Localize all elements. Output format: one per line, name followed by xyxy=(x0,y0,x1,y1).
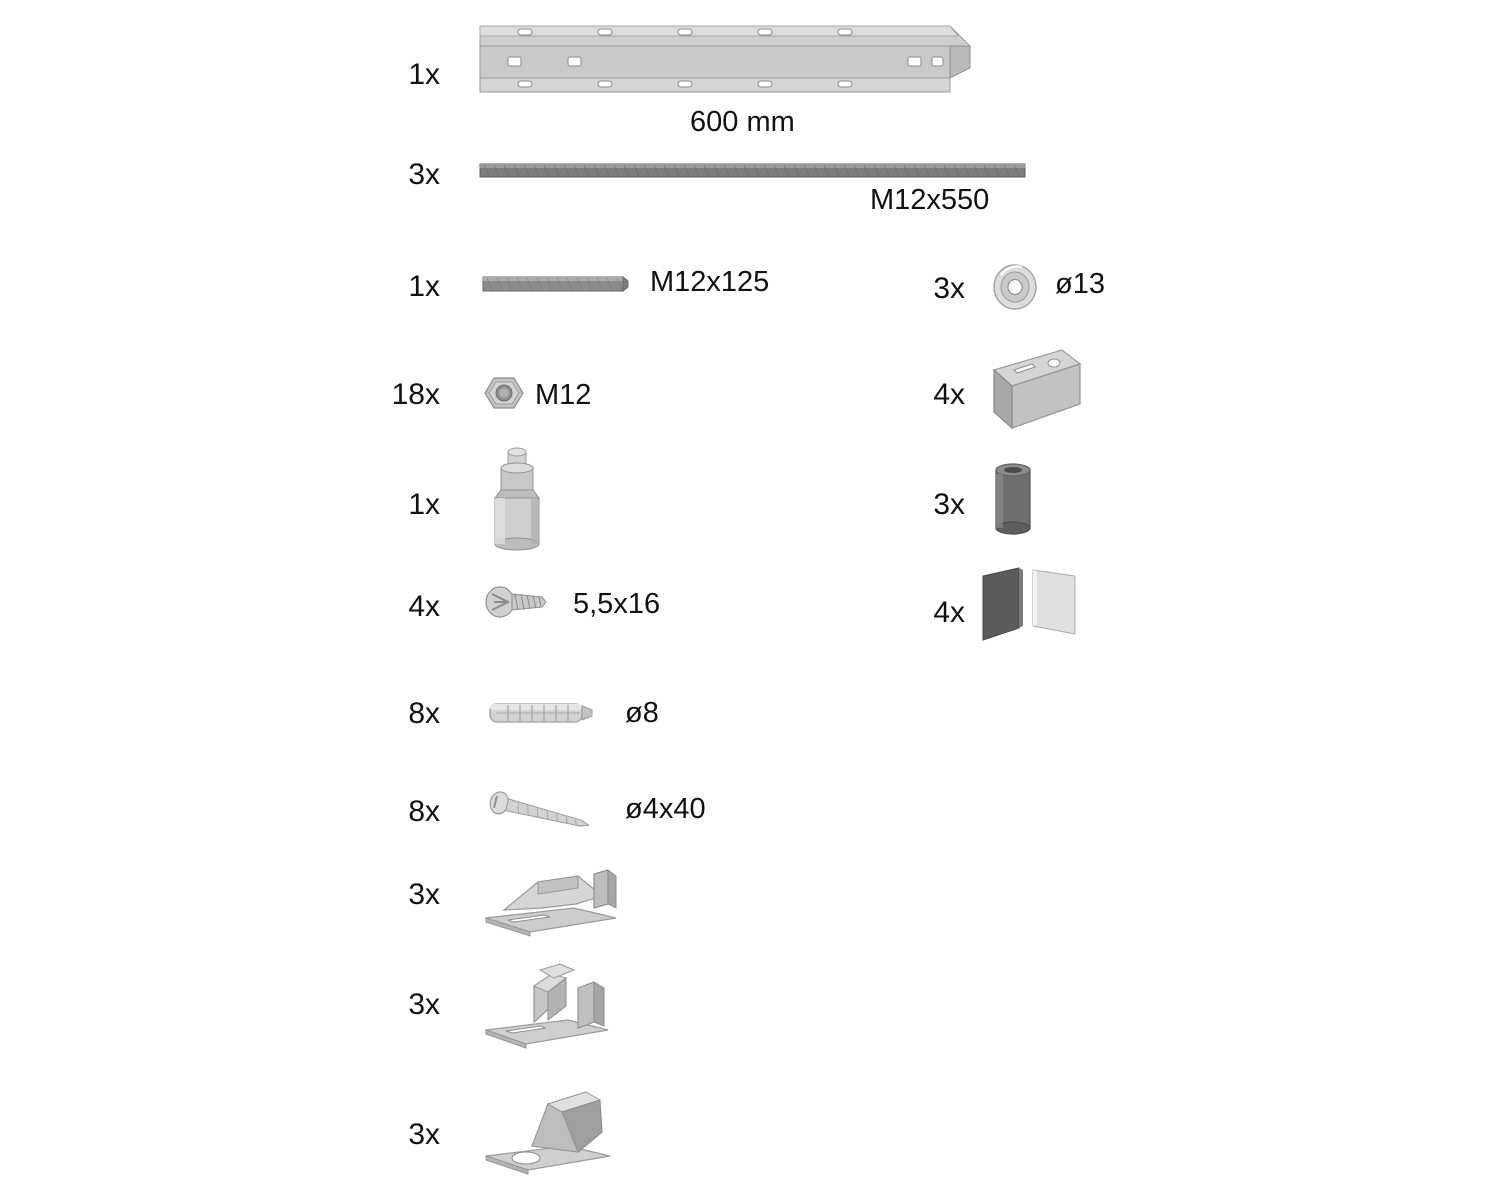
quantity-screw-4x40: 8x xyxy=(408,795,440,828)
stepped-sleeve-icon xyxy=(487,446,559,556)
quantity-roof-hook-b: 3x xyxy=(408,988,440,1021)
spacer-tube-icon xyxy=(988,462,1042,540)
quantity-screw-55x16: 4x xyxy=(408,590,440,623)
wall-plug-icon xyxy=(486,694,596,732)
roof-hook-upright-icon xyxy=(482,960,622,1056)
quantity-roof-hook-a: 3x xyxy=(408,878,440,911)
hex-nut-icon xyxy=(483,374,525,412)
threaded-rod-icon xyxy=(480,160,1025,182)
label-wall-plug-8: ø8 xyxy=(625,697,659,729)
quantity-mounting-rail: 1x xyxy=(408,58,440,91)
roof-hook-folded-icon xyxy=(482,1078,632,1182)
quantity-threaded-rod-550: 3x xyxy=(408,158,440,191)
quantity-threaded-rod-125: 1x xyxy=(408,270,440,303)
quantity-shim-plates: 4x xyxy=(933,596,965,629)
shim-plate-pair-icon xyxy=(975,562,1091,650)
pan-head-screw-icon xyxy=(484,580,556,624)
quantity-washer-13: 3x xyxy=(933,272,965,305)
quantity-roof-hook-c: 3x xyxy=(408,1118,440,1151)
angle-bracket-icon xyxy=(988,342,1086,442)
quantity-hammer-head-anchor: 1x xyxy=(408,488,440,521)
quantity-nut-m12: 18x xyxy=(391,378,440,411)
roof-hook-flat-icon xyxy=(482,860,630,944)
quantity-wall-plug-8: 8x xyxy=(408,697,440,730)
label-threaded-rod-125: M12x125 xyxy=(650,266,770,298)
quantity-spacer-sleeve: 3x xyxy=(933,488,965,521)
countersunk-screw-icon xyxy=(486,790,602,838)
threaded-rod-short-icon xyxy=(483,272,628,296)
label-washer-13: ø13 xyxy=(1055,268,1105,300)
label-nut-m12: M12 xyxy=(535,379,592,411)
label-screw-55x16: 5,5x16 xyxy=(573,588,661,620)
label-threaded-rod-550: M12x550 xyxy=(870,184,990,216)
label-mounting-rail: 600 mm xyxy=(690,106,795,138)
rail-perforated-icon xyxy=(480,18,970,98)
label-screw-4x40: ø4x40 xyxy=(625,793,706,825)
washer-icon xyxy=(992,262,1038,312)
quantity-angle-bracket-plate: 4x xyxy=(933,378,965,411)
